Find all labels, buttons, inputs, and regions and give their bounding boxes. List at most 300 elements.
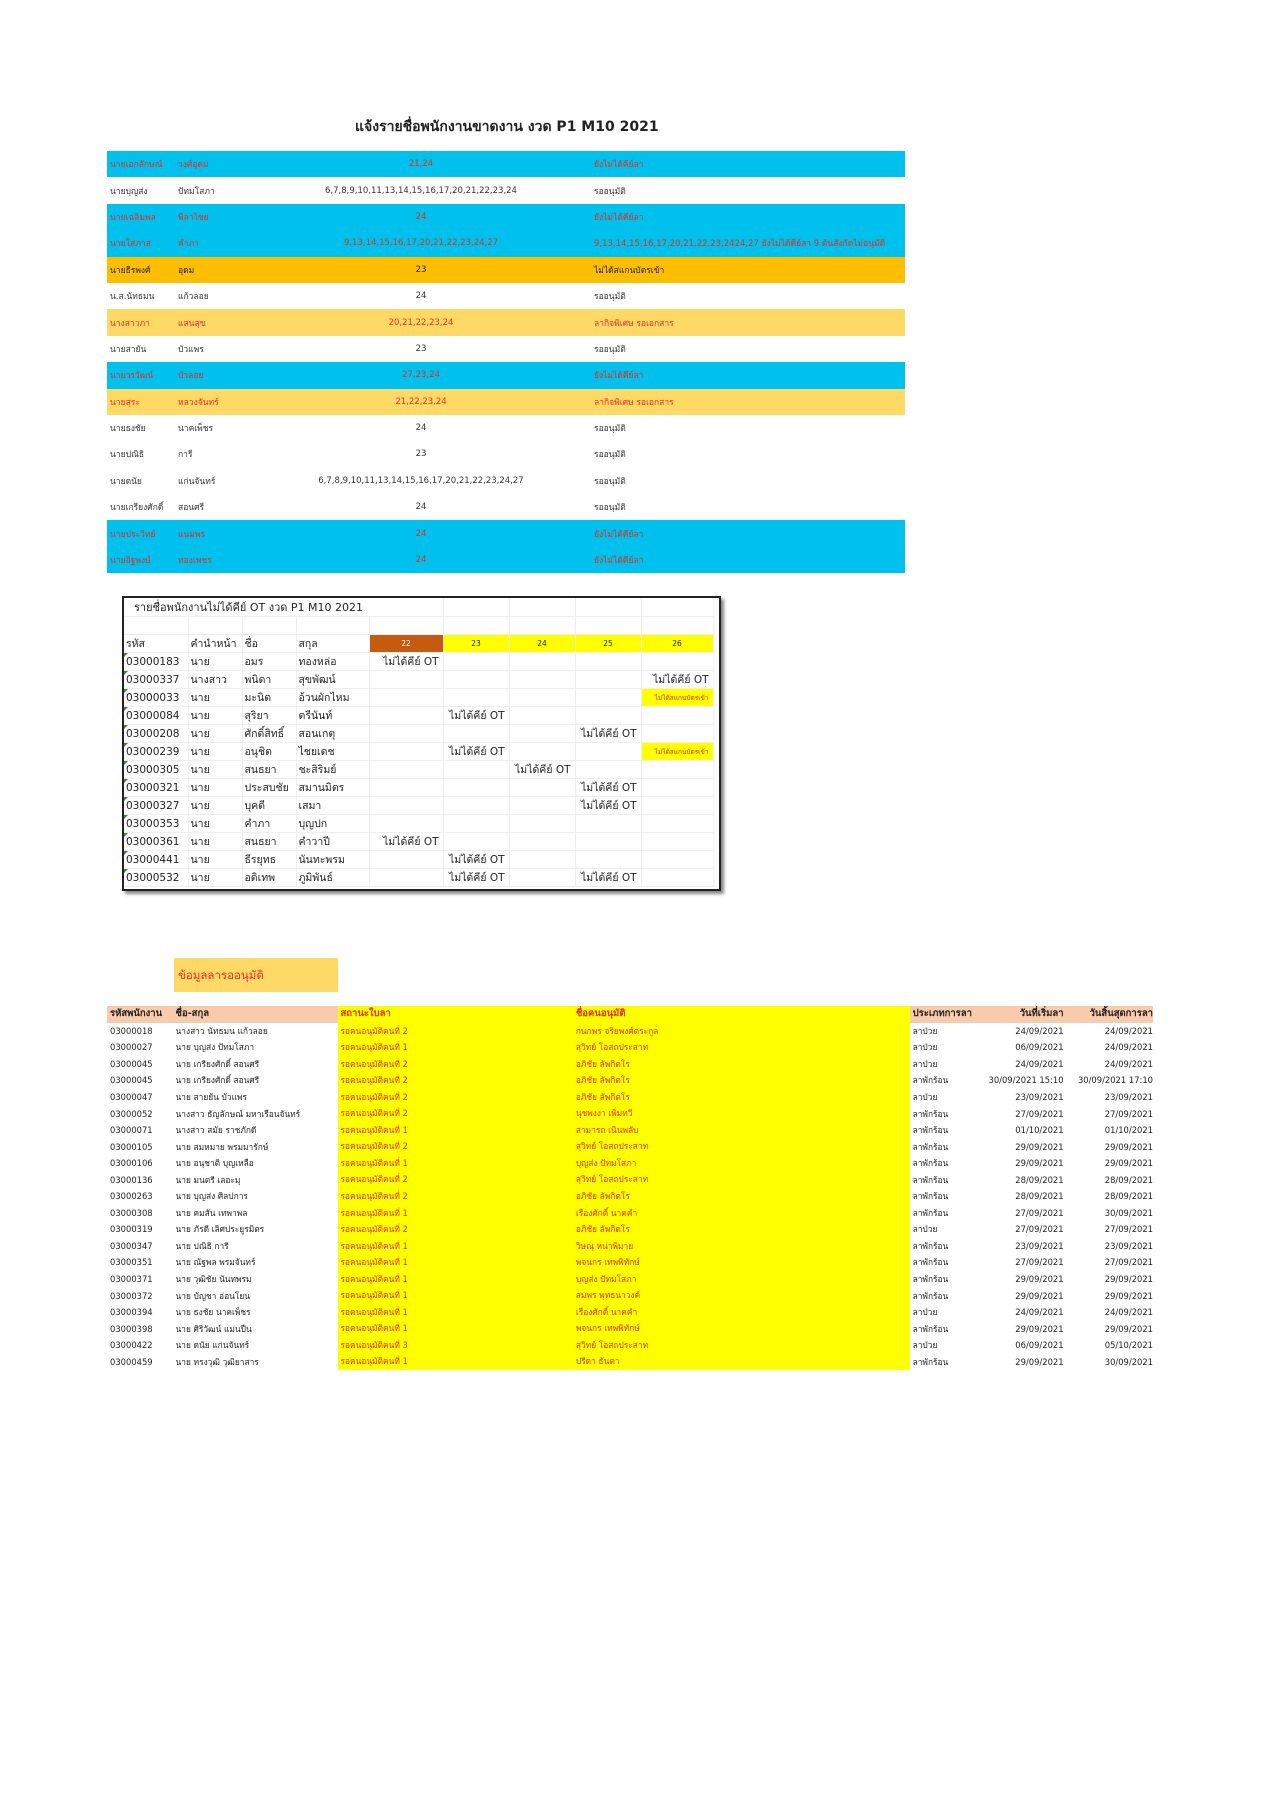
leave-end-date: 30/09/2021 [1104, 1356, 1154, 1367]
leave-leave-status: รอคนอนุมัติคนที่ 1 [338, 1205, 571, 1222]
ot-mark: ไม่ได้คีย์ OT [575, 797, 641, 815]
ot-header: ชื่อ [242, 635, 296, 653]
leave-full-name: นาย ธงชัย นาคเพ็ชร [175, 1307, 251, 1318]
ot-missing-table [122, 596, 721, 891]
ot-mark [641, 725, 713, 743]
leave-employee-code: 03000052 [110, 1108, 153, 1119]
leave-end-date: 23/09/2021 [1104, 1092, 1154, 1102]
leave-start-date: 29/09/2021 [1015, 1158, 1064, 1169]
leave-employee-code: 03000372 [110, 1290, 153, 1301]
ot-prefix: นาย [188, 815, 242, 833]
leave-leave-status: รอคนอนุมัติคนที่ 1 [338, 1254, 571, 1271]
leave-start-date: 06/09/2021 [1015, 1042, 1064, 1053]
leave-full-name: นาย ศิริวัฒน์ แม่นปืน [175, 1323, 252, 1334]
leave-end-date: 29/09/2021 [1104, 1274, 1154, 1285]
ot-mark: ไม่ได้คีย์ OT [369, 833, 443, 851]
leave-row [107, 1023, 1153, 1040]
absent-status: ยังไม่ได้คีย์ลา [594, 556, 644, 567]
ot-prefix: นาย [188, 653, 242, 671]
absent-surname: พิลาไชย [178, 212, 209, 223]
leave-approver-name: สุวิทย์ โอสถประสาท [572, 1337, 910, 1354]
leave-approver-name: อภิชัย ลัพกิตโร [572, 1056, 910, 1073]
leave-full-name: นาย ณัฐพล พรมจันทร์ [175, 1257, 256, 1268]
leave-employee-code: 03000347 [110, 1240, 153, 1251]
ot-mark [443, 779, 509, 797]
absent-days: 24 [415, 211, 427, 222]
leave-start-date: 06/09/2021 [1015, 1340, 1064, 1351]
leave-full-name: นาย คมสัน เทพาพล [175, 1207, 248, 1218]
leave-row [107, 1039, 1153, 1056]
absent-name: นายอิฐพงษ์ [110, 556, 151, 567]
leave-approver-name: พจนกร เทพพิทักษ์ [572, 1254, 910, 1271]
leave-approver-name: อภิชัย ลัพกิตโร [572, 1072, 910, 1089]
absent-surname: แก้วลอย [178, 292, 209, 303]
leave-leave-status: รอคนอนุมัติคนที่ 1 [338, 1155, 571, 1172]
ot-mark [369, 815, 443, 833]
absent-name: นายเฉลิมพล [110, 212, 156, 223]
ot-mark [641, 869, 713, 887]
leave-row [107, 1155, 1153, 1172]
leave-leave-status: รอคนอนุมัติคนที่ 1 [338, 1122, 571, 1139]
ot-mark: ไม่ได้คีย์ OT [369, 653, 443, 671]
ot-row [124, 851, 713, 869]
leave-employee-code: 03000351 [110, 1257, 153, 1268]
absent-row [107, 494, 905, 520]
absent-status: ยังไม่ได้คีย์ลา [594, 529, 644, 540]
ot-mark [443, 671, 509, 689]
ot-row [124, 779, 713, 797]
ot-last-name: บุญปก [296, 815, 369, 833]
leave-approver-name: ปรีดา ธันตา [572, 1353, 910, 1370]
ot-row [124, 797, 713, 815]
leave-leave-type: ลาป่วย [912, 1340, 938, 1351]
absent-surname: นาคเพ็ชร [178, 424, 214, 435]
ot-mark [369, 797, 443, 815]
leave-end-date: 24/09/2021 [1104, 1307, 1154, 1318]
ot-last-name: ไชยเดช [296, 743, 369, 761]
ot-row [124, 671, 713, 689]
leave-leave-type: ลาพักร้อน [912, 1141, 949, 1152]
leave-employee-code: 03000045 [110, 1075, 153, 1086]
leave-leave-type: ลาพักร้อน [912, 1158, 949, 1169]
ot-first-name: ประสบชัย [242, 779, 296, 797]
leave-approver-name: วิษณุ หน่าพิมาย [572, 1238, 910, 1255]
absent-days: 6,7,8,9,10,11,13,14,15,16,17,20,21,22,23,24,27 [318, 475, 524, 486]
leave-end-date: 30/09/2021 [1104, 1207, 1154, 1218]
ot-mark [369, 725, 443, 743]
ot-code: 03000183 [124, 653, 188, 671]
leave-full-name: นาย บัญชา อ่อนโยน [175, 1290, 250, 1301]
absent-status: รออนุมัติ [594, 292, 626, 303]
leave-leave-status: รอคนอนุมัติคนที่ 2 [338, 1171, 571, 1188]
absent-name: นายสุระ [110, 397, 140, 408]
ot-day-header: 25 [575, 635, 641, 653]
ot-mark [443, 797, 509, 815]
absent-row [107, 441, 905, 467]
leave-row [107, 1089, 1153, 1106]
leave-row [107, 1337, 1153, 1354]
absent-days: 24 [415, 502, 427, 513]
ot-last-name: ภูมิพันธ์ [296, 869, 369, 887]
ot-mark [575, 833, 641, 851]
leave-leave-status: รอคนอนุมัติคนที่ 1 [338, 1353, 571, 1370]
ot-empty-cell [188, 617, 242, 635]
ot-code: 03000239 [124, 743, 188, 761]
leave-header-leave-status: สถานะใบลา [338, 1006, 571, 1023]
ot-row [124, 689, 713, 707]
absent-status: ยังไม่ได้คีย์ลา [594, 371, 644, 382]
leave-start-date: 27/09/2021 [1015, 1207, 1064, 1218]
leave-leave-type: ลาพักร้อน [912, 1356, 949, 1367]
ot-mark: ไม่ได้สแกนบัตรเข้า [641, 743, 713, 761]
leave-start-date: 28/09/2021 [1015, 1191, 1064, 1202]
leave-full-name: นาย บุญส่ง ศิลปการ [175, 1191, 248, 1202]
ot-mark [443, 653, 509, 671]
leave-start-date: 27/09/2021 [1015, 1224, 1064, 1235]
ot-mark [641, 707, 713, 725]
absent-name: นายธงชัย [110, 424, 146, 435]
leave-leave-type: ลาป่วย [912, 1058, 938, 1069]
ot-mark: ไม่ได้สแกนบัตรเข้า [641, 689, 713, 707]
ot-prefix: นาย [188, 779, 242, 797]
absent-surname: ทองเพชร [178, 556, 212, 567]
leave-leave-status: รอคนอนุมัติคนที่ 2 [338, 1221, 571, 1238]
leave-row [107, 1353, 1153, 1370]
ot-day-header: 26 [641, 635, 713, 653]
leave-row [107, 1287, 1153, 1304]
ot-mark [575, 671, 641, 689]
leave-header-start-date: วันที่เริ่มลา [982, 1006, 1069, 1023]
leave-end-date: 28/09/2021 [1104, 1191, 1154, 1202]
leave-row [107, 1238, 1153, 1255]
ot-row [124, 869, 713, 887]
absent-status: 9,13,14,15,16,17,20,21,22,23,2424,27 ยังไม่ได้คีย์ลา 9 ต้นสังกัดไม่อนุมัติ [594, 239, 886, 250]
ot-mark [443, 725, 509, 743]
ot-mark [509, 689, 575, 707]
leave-full-name: นาย มนตรี เลอะมุ [175, 1174, 241, 1185]
leave-approver-name: อภิชัย ลัพกิตโร [572, 1089, 910, 1106]
absent-surname: ปัทมโสภา [178, 186, 215, 197]
leave-start-date: 24/09/2021 [1015, 1025, 1064, 1036]
ot-mark [443, 689, 509, 707]
leave-leave-type: ลาป่วย [912, 1224, 938, 1235]
ot-mark [369, 689, 443, 707]
absent-days: 21,24 [408, 159, 434, 170]
absent-days: 27,23,24 [402, 370, 440, 381]
absent-name: นายโสภาส [110, 239, 151, 250]
ot-last-name: สอนเกตุ [296, 725, 369, 743]
leave-full-name: นาย วุฒิชัย นันทพรม [175, 1274, 252, 1285]
absent-row [107, 389, 905, 415]
leave-leave-type: ลาพักร้อน [912, 1240, 949, 1251]
absent-row [107, 177, 905, 203]
ot-mark [575, 689, 641, 707]
leave-start-date: 23/09/2021 [1015, 1240, 1064, 1251]
ot-code: 03000532 [124, 869, 188, 887]
ot-first-name: สนธยา [242, 833, 296, 851]
leave-full-name: นาย เกรียงศักดิ์ สอนศรี [175, 1075, 260, 1086]
ot-empty-cell [575, 617, 641, 635]
page-title: แจ้งรายชื่อพนักงานขาดงาน งวด P1 M10 2021 [355, 119, 659, 135]
leave-full-name: นาย อนุชาติ บุญเหลือ [175, 1158, 254, 1169]
ot-mark [509, 743, 575, 761]
leave-row [107, 1138, 1153, 1155]
absent-row [107, 151, 905, 177]
ot-mark [641, 779, 713, 797]
leave-row [107, 1221, 1153, 1238]
ot-empty-cell [641, 598, 713, 617]
absent-row [107, 309, 905, 335]
pending-approval-label: ข้อมูลลารออนุมัติ [174, 958, 338, 992]
ot-day-header: 23 [443, 635, 509, 653]
leave-approver-name: สมพร พุทธนาวงค์ [572, 1287, 910, 1304]
ot-empty-cell [242, 617, 296, 635]
absent-name: นายดนัย [110, 476, 142, 487]
leave-header-leave-type: ประเภทการลา [910, 1006, 983, 1023]
ot-mark [575, 761, 641, 779]
ot-mark [509, 815, 575, 833]
ot-mark [509, 707, 575, 725]
ot-first-name: คำภา [242, 815, 296, 833]
ot-row [124, 815, 713, 833]
leave-leave-status: รอคนอนุมัติคนที่ 1 [338, 1287, 571, 1304]
absent-days: 21,22,23,24 [395, 396, 447, 407]
leave-end-date: 27/09/2021 [1104, 1108, 1154, 1119]
absent-surname: สอนศรี [178, 503, 205, 514]
leave-approver-name: นุชพงงา เพิ่มทวี [572, 1105, 910, 1122]
absent-status: ยังไม่ได้คีย์ลา [594, 160, 644, 171]
leave-approver-name: เรืองศักดิ์ นาคคำ [572, 1205, 910, 1222]
leave-approver-name: สุวิทย์ โอสถประสาท [572, 1171, 910, 1188]
ot-code: 03000321 [124, 779, 188, 797]
ot-mark [443, 761, 509, 779]
leave-approver-name: เรืองศักดิ์ นาคคำ [572, 1304, 910, 1321]
leave-full-name: นาย ทรงวุฒิ วุฒิยาสาร [175, 1356, 259, 1367]
leave-header-full-name: ชื่อ-สกุล [176, 1006, 339, 1023]
ot-mark [641, 653, 713, 671]
leave-leave-status: รอคนอนุมัติคนที่ 3 [338, 1337, 571, 1354]
ot-last-name: นันทะพรม [296, 851, 369, 869]
absent-name: นายบุญส่ง [110, 186, 148, 197]
absent-row [107, 520, 905, 546]
leave-start-date: 30/09/2021 15:10 [988, 1075, 1064, 1086]
ot-mark [509, 797, 575, 815]
leave-end-date: 27/09/2021 [1104, 1257, 1154, 1268]
ot-empty-cell [509, 617, 575, 635]
leave-employee-code: 03000071 [110, 1125, 153, 1136]
absent-surname: อุดม [178, 265, 195, 276]
leave-employee-code: 03000308 [110, 1207, 153, 1218]
absent-days: 24 [415, 423, 427, 434]
leave-leave-type: ลาพักร้อน [912, 1191, 949, 1202]
ot-code: 03000033 [124, 689, 188, 707]
ot-code: 03000305 [124, 761, 188, 779]
absent-row [107, 283, 905, 309]
leave-leave-type: ลาพักร้อน [912, 1108, 949, 1119]
leave-full-name: นาย บุญส่ง ปัทมโสภา [175, 1042, 255, 1053]
ot-mark: ไม่ได้คีย์ OT [443, 851, 509, 869]
pending-leave-table [107, 1006, 1153, 1370]
leave-employee-code: 03000105 [110, 1141, 153, 1152]
absent-name: น.ส.นัทธมน [110, 292, 155, 303]
ot-prefix: นาย [188, 869, 242, 887]
ot-last-name: อ้วนผักไหม [296, 689, 369, 707]
leave-header-employee-code: รหัสพนักงาน [107, 1006, 176, 1023]
leave-start-date: 24/09/2021 [1015, 1307, 1064, 1318]
ot-header: สกุล [296, 635, 369, 653]
leave-end-date: 29/09/2021 [1104, 1323, 1154, 1334]
absent-surname: หลวงจันทร์ [178, 397, 219, 408]
ot-mark [443, 815, 509, 833]
leave-row [107, 1320, 1153, 1337]
leave-leave-type: ลาพักร้อน [912, 1290, 949, 1301]
ot-mark: ไม่ได้คีย์ OT [509, 761, 575, 779]
leave-start-date: 29/09/2021 [1015, 1290, 1064, 1301]
ot-first-name: สุริยา [242, 707, 296, 725]
leave-leave-status: รอคนอนุมัติคนที่ 2 [338, 1188, 571, 1205]
leave-header-end-date: วันสิ้นสุดการลา [1070, 1006, 1153, 1023]
leave-leave-type: ลาพักร้อน [912, 1075, 949, 1086]
leave-row [107, 1056, 1153, 1073]
leave-leave-status: รอคนอนุมัติคนที่ 1 [338, 1238, 571, 1255]
ot-mark [641, 833, 713, 851]
leave-leave-status: รอคนอนุมัติคนที่ 2 [338, 1105, 571, 1122]
leave-end-date: 30/09/2021 17:10 [1077, 1075, 1154, 1086]
leave-leave-status: รอคนอนุมัติคนที่ 2 [338, 1072, 571, 1089]
ot-mark [575, 707, 641, 725]
leave-end-date: 24/09/2021 [1104, 1058, 1154, 1069]
ot-mark: ไม่ได้คีย์ OT [443, 707, 509, 725]
ot-mark [369, 851, 443, 869]
ot-first-name: อนุชิต [242, 743, 296, 761]
absent-surname: การี [178, 450, 193, 461]
absent-status: รออนุมัติ [594, 186, 626, 197]
leave-leave-type: ลาพักร้อน [912, 1174, 949, 1185]
absent-days: 23 [415, 449, 427, 460]
absent-status: ไม่ได้สแกนบัตรเข้า [594, 265, 665, 276]
leave-row [107, 1171, 1153, 1188]
ot-row [124, 833, 713, 851]
leave-row [107, 1072, 1153, 1089]
leave-approver-name: สุวิทย์ โอสถประสาท [572, 1138, 910, 1155]
ot-mark [509, 833, 575, 851]
leave-start-date: 29/09/2021 [1015, 1141, 1064, 1152]
ot-empty-cell [124, 617, 188, 635]
absent-days: 20,21,22,23,24 [388, 317, 454, 328]
ot-mark: ไม่ได้คีย์ OT [443, 869, 509, 887]
leave-employee-code: 03000394 [110, 1307, 153, 1318]
ot-mark [369, 707, 443, 725]
leave-start-date: 01/10/2021 [1015, 1125, 1064, 1136]
ot-first-name: ธีรยุทธ [242, 851, 296, 869]
ot-mark [509, 779, 575, 797]
leave-leave-status: รอคนอนุมัติคนที่ 1 [338, 1039, 571, 1056]
leave-full-name: นาย สมหมาย พรมมารักษ์ [175, 1141, 269, 1152]
leave-leave-type: ลาป่วย [912, 1025, 938, 1036]
leave-end-date: 01/10/2021 [1104, 1125, 1154, 1136]
ot-mark [369, 779, 443, 797]
absent-surname: บัวลอย [178, 371, 204, 382]
ot-mark: ไม่ได้คีย์ OT [443, 743, 509, 761]
absent-surname: แสนสุข [178, 318, 206, 329]
ot-last-name: คำวาปี [296, 833, 369, 851]
ot-code: 03000208 [124, 725, 188, 743]
leave-row [107, 1205, 1153, 1222]
ot-prefix: นาย [188, 725, 242, 743]
absent-status: รออนุมัติ [594, 424, 626, 435]
leave-start-date: 28/09/2021 [1015, 1174, 1064, 1185]
leave-leave-status: รอคนอนุมัติคนที่ 2 [338, 1089, 571, 1106]
ot-empty-cell [296, 617, 369, 635]
ot-first-name: มะนิต [242, 689, 296, 707]
leave-leave-type: ลาป่วย [912, 1092, 938, 1102]
leave-start-date: 27/09/2021 [1015, 1108, 1064, 1119]
leave-full-name: นางสาว ธัญลักษณ์ มหาเรือนจันทร์ [175, 1108, 301, 1119]
ot-last-name: สุขพัฒน์ [296, 671, 369, 689]
ot-row [124, 707, 713, 725]
ot-last-name: เสมา [296, 797, 369, 815]
ot-mark [575, 815, 641, 833]
ot-mark [575, 851, 641, 869]
leave-employee-code: 03000047 [110, 1092, 153, 1102]
ot-prefix: นางสาว [188, 671, 242, 689]
leave-leave-status: รอคนอนุมัติคนที่ 2 [338, 1138, 571, 1155]
leave-leave-status: รอคนอนุมัติคนที่ 1 [338, 1320, 571, 1337]
absent-name: นายสายัน [110, 344, 147, 355]
ot-prefix: นาย [188, 851, 242, 869]
ot-first-name: พนิดา [242, 671, 296, 689]
leave-employee-code: 03000045 [110, 1058, 153, 1069]
absent-surname: คำภา [178, 239, 199, 250]
ot-mark [509, 671, 575, 689]
leave-start-date: 29/09/2021 [1015, 1274, 1064, 1285]
absent-row [107, 547, 905, 573]
ot-prefix: นาย [188, 689, 242, 707]
leave-approver-name: สามารถ เนินพลับ [572, 1122, 910, 1139]
absent-surname: แนมพร [178, 529, 206, 540]
leave-approver-name: สุวิทย์ โอสถประสาท [572, 1039, 910, 1056]
ot-empty-cell [369, 617, 443, 635]
leave-row [107, 1188, 1153, 1205]
leave-leave-type: ลาพักร้อน [912, 1274, 949, 1285]
ot-empty-cell [443, 598, 509, 617]
leave-start-date: 29/09/2021 [1015, 1356, 1064, 1367]
absent-status: รออนุมัติ [594, 450, 626, 461]
absent-surname: วงศ์อุดม [178, 160, 209, 171]
ot-last-name: ตรีนันท์ [296, 707, 369, 725]
leave-leave-status: รอคนอนุมัติคนที่ 1 [338, 1304, 571, 1321]
ot-empty-cell [509, 598, 575, 617]
leave-employee-code: 03000136 [110, 1174, 153, 1185]
absent-days: 9,13,14,15,16,17,20,21,22,23,24,27 [343, 238, 499, 249]
absent-surname: แก่นจันทร์ [178, 476, 216, 487]
leave-leave-type: ลาพักร้อน [912, 1125, 949, 1136]
ot-first-name: สนธยา [242, 761, 296, 779]
ot-header: รหัส [124, 635, 188, 653]
ot-mark [641, 797, 713, 815]
absent-days: 24 [415, 555, 427, 566]
leave-full-name: นางสาว สมัย ราชภักดี [175, 1125, 257, 1136]
absent-name: นางสาวภา [110, 318, 150, 329]
leave-end-date: 24/09/2021 [1104, 1042, 1154, 1053]
absent-status: ลากิจพิเศษ รอเอกสาร [594, 318, 674, 329]
leave-employee-code: 03000422 [110, 1340, 153, 1351]
ot-mark [369, 761, 443, 779]
leave-start-date: 29/09/2021 [1015, 1323, 1064, 1334]
ot-mark [575, 653, 641, 671]
ot-row [124, 761, 713, 779]
leave-full-name: นาย ภัรดี เลิศประยูรมิตร [175, 1224, 265, 1235]
